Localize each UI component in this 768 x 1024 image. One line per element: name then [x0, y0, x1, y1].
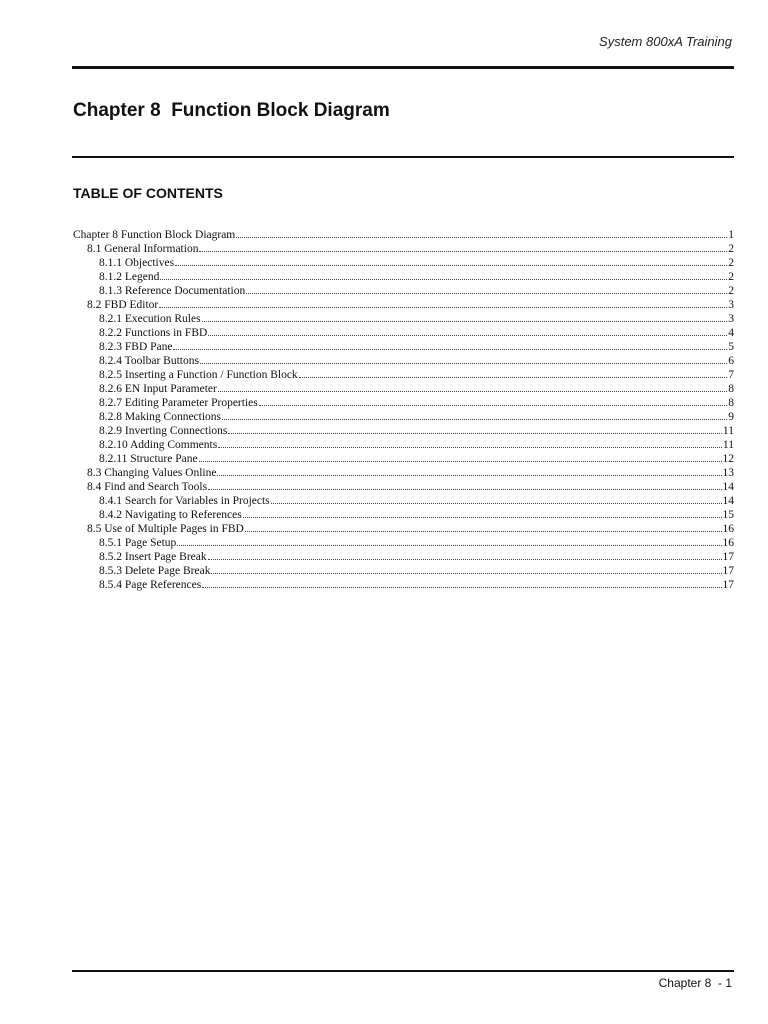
toc-dot-leader — [211, 564, 721, 574]
toc-entry-title: 8.2.4 Toolbar Buttons — [99, 355, 199, 367]
toc-entry-title: 8.5.4 Page References — [99, 579, 202, 591]
toc-dot-leader — [208, 326, 727, 336]
toc-entry-page: 16 — [722, 537, 734, 549]
toc-dot-leader — [175, 256, 727, 266]
toc-entry-page: 13 — [722, 467, 734, 479]
toc-entry[interactable] — [73, 438, 734, 452]
toc-entry-page: 2 — [728, 257, 734, 269]
toc-dot-leader — [202, 312, 728, 322]
toc-entry-page: 17 — [722, 579, 734, 591]
toc-entry-title: 8.5 Use of Multiple Pages in FBD — [87, 523, 244, 535]
toc-entry[interactable] — [73, 228, 734, 242]
toc-dot-leader — [299, 368, 728, 378]
toc-entry-title: 8.1.1 Objectives — [99, 257, 175, 269]
toc-dot-leader — [202, 578, 721, 588]
toc-entry-title: 8.2.5 Inserting a Function / Function Block — [99, 369, 298, 381]
toc-dot-leader — [218, 438, 722, 448]
toc-entry-page: 2 — [728, 285, 734, 297]
toc-dot-leader — [177, 536, 721, 546]
toc-dot-leader — [173, 340, 727, 350]
toc-entry-page: 8 — [728, 383, 734, 395]
toc-heading: TABLE OF CONTENTS — [73, 185, 223, 201]
toc-dot-leader — [199, 452, 722, 462]
toc-dot-leader — [218, 382, 727, 392]
toc-entry[interactable] — [73, 578, 734, 592]
toc-dot-leader — [245, 522, 722, 532]
toc-entry[interactable] — [73, 480, 734, 494]
footer-rule — [72, 970, 734, 972]
toc-entry-page: 17 — [722, 565, 734, 577]
toc-entry-page: 14 — [722, 495, 734, 507]
toc-entry[interactable] — [73, 298, 734, 312]
toc-entry[interactable] — [73, 410, 734, 424]
toc-entry-page: 16 — [722, 523, 734, 535]
toc-entry[interactable] — [73, 494, 734, 508]
toc-dot-leader — [200, 354, 727, 364]
toc-entry[interactable] — [73, 522, 734, 536]
toc-entry-page: 12 — [722, 453, 734, 465]
toc-entry[interactable] — [73, 256, 734, 270]
toc-entry-title: 8.2.10 Adding Comments — [99, 439, 218, 451]
toc-entry-title: 8.2.6 EN Input Parameter — [99, 383, 217, 395]
toc-entry-title: 8.5.2 Insert Page Break — [99, 551, 207, 563]
toc-dot-leader — [208, 480, 721, 490]
toc-entry-page: 2 — [728, 271, 734, 283]
toc-entry-page: 1 — [728, 229, 734, 241]
toc-dot-leader — [271, 494, 722, 504]
toc-dot-leader — [236, 228, 727, 238]
toc-entry[interactable] — [73, 242, 734, 256]
toc-entry[interactable] — [73, 396, 734, 410]
toc-entry-page: 4 — [728, 327, 734, 339]
toc-entry-title: 8.4.2 Navigating to References — [99, 509, 242, 521]
toc-entry-page: 11 — [722, 425, 734, 437]
toc-entry-title: 8.2 FBD Editor — [87, 299, 159, 311]
toc-entry[interactable] — [73, 368, 734, 382]
toc-entry-page: 8 — [728, 397, 734, 409]
toc-entry-page: 14 — [722, 481, 734, 493]
toc-entry-title: 8.3 Changing Values Online — [87, 467, 217, 479]
toc-dot-leader — [199, 242, 727, 252]
chapter-title: Chapter 8 Function Block Diagram — [73, 100, 390, 121]
title-rule — [72, 156, 734, 158]
toc-entry[interactable] — [73, 424, 734, 438]
running-header-title: System 800xA Training — [599, 34, 732, 49]
toc-entry-page: 6 — [728, 355, 734, 367]
toc-dot-leader — [222, 410, 727, 420]
toc-dot-leader — [159, 298, 727, 308]
toc-entry[interactable] — [73, 270, 734, 284]
table-of-contents — [73, 228, 734, 592]
toc-entry-title: 8.2.9 Inverting Connections — [99, 425, 228, 437]
toc-entry-title: Chapter 8 Function Block Diagram — [73, 229, 236, 241]
toc-entry[interactable] — [73, 550, 734, 564]
toc-entry-title: 8.5.3 Delete Page Break — [99, 565, 211, 577]
toc-entry[interactable] — [73, 452, 734, 466]
toc-entry[interactable] — [73, 312, 734, 326]
toc-entry[interactable] — [73, 466, 734, 480]
toc-dot-leader — [160, 270, 727, 280]
toc-dot-leader — [208, 550, 722, 560]
toc-entry-title: 8.2.7 Editing Parameter Properties — [99, 397, 258, 409]
toc-entry-title: 8.1.2 Legend — [99, 271, 160, 283]
toc-entry-page: 17 — [722, 551, 734, 563]
toc-entry-page: 2 — [728, 243, 734, 255]
toc-entry-page: 5 — [728, 341, 734, 353]
toc-entry-title: 8.1 General Information — [87, 243, 199, 255]
toc-entry-title: 8.5.1 Page Setup — [99, 537, 177, 549]
toc-entry[interactable] — [73, 382, 734, 396]
toc-dot-leader — [228, 424, 722, 434]
toc-dot-leader — [217, 466, 721, 476]
toc-dot-leader — [259, 396, 728, 406]
toc-entry-title: 8.4.1 Search for Variables in Projects — [99, 495, 270, 507]
toc-dot-leader — [243, 508, 722, 518]
toc-entry-title: 8.2.11 Structure Pane — [99, 453, 198, 465]
header-rule — [72, 66, 734, 69]
toc-entry-title: 8.2.3 FBD Pane — [99, 341, 173, 353]
toc-entry-title: 8.2.8 Making Connections — [99, 411, 222, 423]
toc-entry[interactable] — [73, 326, 734, 340]
toc-entry-page: 11 — [722, 439, 734, 451]
toc-dot-leader — [246, 284, 727, 294]
toc-entry-title: 8.1.3 Reference Documentation — [99, 285, 246, 297]
toc-entry-title: 8.4 Find and Search Tools — [87, 481, 208, 493]
toc-entry-page: 9 — [728, 411, 734, 423]
toc-entry[interactable] — [73, 536, 734, 550]
toc-entry-page: 3 — [728, 313, 734, 325]
toc-entry[interactable] — [73, 564, 734, 578]
toc-entry[interactable] — [73, 284, 734, 298]
toc-entry[interactable] — [73, 508, 734, 522]
toc-entry-page: 3 — [728, 299, 734, 311]
toc-entry-title: 8.2.2 Functions in FBD — [99, 327, 208, 339]
toc-entry[interactable] — [73, 354, 734, 368]
footer-page-label: Chapter 8 - 1 — [658, 976, 732, 990]
toc-entry-page: 15 — [722, 509, 734, 521]
toc-entry-title: 8.2.1 Execution Rules — [99, 313, 201, 325]
toc-entry-page: 7 — [728, 369, 734, 381]
toc-entry[interactable] — [73, 340, 734, 354]
